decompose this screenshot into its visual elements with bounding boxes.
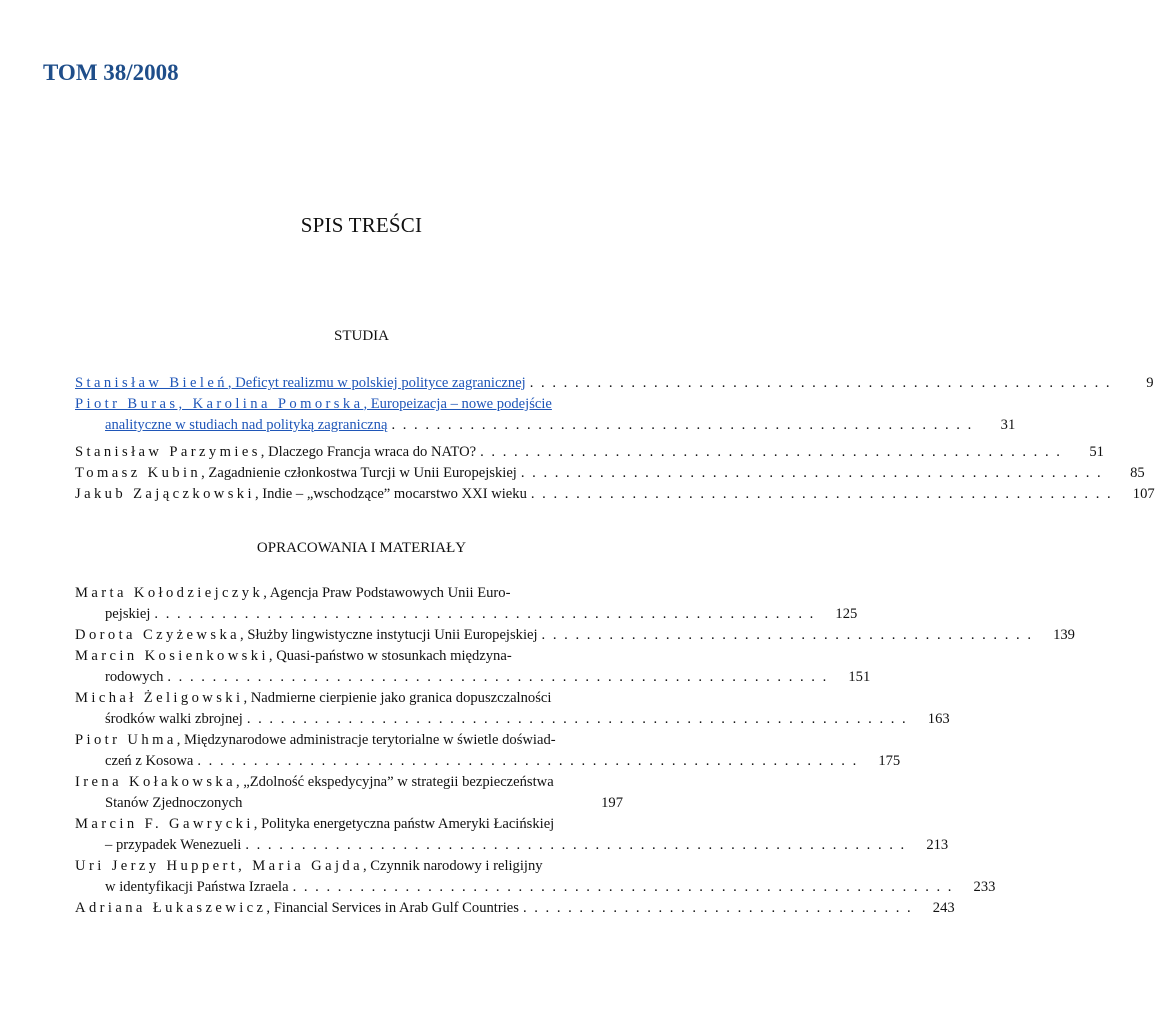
toc-entry bbox=[75, 688, 950, 730]
toc-entry-title-cont: czeń z Kosowa bbox=[105, 753, 194, 769]
toc-entry-title: , Deficyt realizmu w polskiej polityce zagranicznej bbox=[227, 375, 526, 391]
toc-entry-title: , Zagadnienie członkostwa Turcji w Unii Europejskiej bbox=[201, 465, 517, 481]
toc-entry-title-cont: w identyfikacji Państwa Izraela bbox=[105, 879, 289, 895]
toc-entry-author: Piotr Uhma bbox=[75, 732, 177, 748]
toc-entry-title: , Quasi-państwo w stosunkach międzyna- bbox=[268, 648, 512, 664]
toc-entry-title-cont: środków walki zbrojnej bbox=[105, 711, 243, 727]
toc-entry bbox=[75, 442, 1104, 463]
toc-entry-title-cont: Stanów Zjednoczonych bbox=[105, 795, 243, 811]
toc-entry bbox=[75, 814, 949, 856]
leader-dots: . . . . . . . . . . . . . . . . . . . . . . . . . . . . . . . . . . . . . . . . . . . . . . . . . . . . . . . . . . . bbox=[197, 753, 859, 769]
toc-entry-author: Stanisław Bieleń bbox=[75, 375, 228, 391]
toc-entry-title: , Polityka energetyczna państw Ameryki Łacińskiej bbox=[253, 816, 555, 832]
toc-entry-page: 31 bbox=[1000, 417, 1016, 433]
toc-entry bbox=[75, 898, 955, 919]
toc-entry-author: Marta Kołodziejczyk bbox=[75, 585, 264, 601]
leader-dots: . . . . . . . . . . . . . . . . . . . . . . . . . . . . . . . . . . . . . . . . . . . . . . . . . . . . . . . . . . . bbox=[245, 837, 907, 853]
toc-entry-page: 175 bbox=[878, 753, 901, 769]
toc-entry-link[interactable] bbox=[75, 373, 526, 394]
toc-entry-title-cont: rodowych bbox=[105, 669, 164, 685]
toc-entry-title: , „Zdolność ekspedycyjna” w strategii bezpieczeństwa bbox=[235, 774, 554, 790]
leader-space bbox=[246, 793, 581, 814]
toc-entry-page: 213 bbox=[926, 837, 949, 853]
leader-dots: . . . . . . . . . . . . . . . . . . . . . . . . . . . . . . . . . . . . . . . . . . . . . . . . . . . . . . . . . . . bbox=[154, 606, 816, 622]
toc-entry-author: Marcin Kosienkowski bbox=[75, 648, 269, 664]
leader-dots: . . . . . . . . . . . . . . . . . . . . . . . . . . . . . . . . . . . bbox=[522, 900, 913, 916]
toc-entry-author: Adriana Łukaszewicz bbox=[75, 900, 267, 916]
toc-entry bbox=[75, 646, 871, 688]
toc-entry-title: , Dlaczego Francja wraca do NATO? bbox=[260, 444, 477, 460]
toc-entry-author: Stanisław Parzymies bbox=[75, 444, 261, 460]
toc-entry-author: Michał Żeligowski bbox=[75, 690, 244, 706]
toc-entry bbox=[75, 625, 1075, 646]
toc-entry-title: , Międzynarodowe administracje terytorialne w świetle doświad- bbox=[176, 732, 556, 748]
toc-entry-author: Jakub Zajączkowski bbox=[75, 486, 255, 502]
toc-entry-page: 163 bbox=[927, 711, 950, 727]
toc-entry-author: Piotr Buras, Karolina Pomorska bbox=[75, 396, 364, 412]
toc-entry-page: 107 bbox=[1132, 486, 1155, 502]
toc-entry-page: 233 bbox=[973, 879, 996, 895]
leader-dots: . . . . . . . . . . . . . . . . . . . . . . . . . . . . . . . . . . . . . . . . . . . . . . . . . . . . bbox=[520, 465, 1103, 481]
toc-entry bbox=[75, 730, 901, 772]
toc-entry-page: 9 bbox=[1146, 375, 1154, 391]
leader-dots: . . . . . . . . . . . . . . . . . . . . . . . . . . . . . . . . . . . . . . . . . . . . . . . . . . . . . . . . . . . bbox=[167, 669, 829, 685]
toc-entry-author: Tomasz Kubin bbox=[75, 465, 202, 481]
toc-entry-title-cont: pejskiej bbox=[105, 606, 151, 622]
toc-entry-title: , Agencja Praw Podstawowych Unii Euro- bbox=[263, 585, 511, 601]
leader-dots: . . . . . . . . . . . . . . . . . . . . . . . . . . . . . . . . . . . . . . . . . . . . . . . . . . . . bbox=[529, 375, 1112, 391]
toc-entry-title: , Nadmierne cierpienie jako granica dopuszczalności bbox=[243, 690, 552, 706]
toc-entry-author: Irena Kołakowska bbox=[75, 774, 236, 790]
toc-entry bbox=[75, 463, 1145, 484]
section-heading-studia: STUDIA bbox=[334, 328, 389, 344]
toc-entry bbox=[75, 583, 858, 625]
toc-entry-title: , Służby lingwistyczne instytucji Unii Europejskiej bbox=[240, 627, 538, 643]
leader-dots: . . . . . . . . . . . . . . . . . . . . . . . . . . . . . . . . . . . . . . . . . . . . . . . . . . . . . . . . . . . bbox=[246, 711, 908, 727]
toc-entry-page: 197 bbox=[601, 795, 623, 811]
toc-studia bbox=[75, 373, 1155, 505]
toc-entry-page: 51 bbox=[1089, 444, 1104, 460]
toc-entry bbox=[75, 484, 1155, 505]
toc-entry-title: , Europeizacja – nowe podejście bbox=[363, 396, 552, 412]
toc-entry[interactable] bbox=[75, 373, 1154, 394]
toc-entry-title-cont[interactable]: analityczne w studiach nad polityką zagraniczną bbox=[105, 417, 388, 433]
toc-entry bbox=[75, 856, 996, 898]
page-title: SPIS TREŚCI bbox=[300, 213, 423, 237]
toc-entry-title: , Financial Services in Arab Gulf Countries bbox=[266, 900, 519, 916]
toc-entry-page: 243 bbox=[932, 900, 955, 916]
toc-entry[interactable] bbox=[75, 394, 1016, 436]
toc-entry-link[interactable] bbox=[75, 394, 552, 415]
toc-entry-author: Dorota Czyżewska bbox=[75, 627, 241, 643]
leader-dots: . . . . . . . . . . . . . . . . . . . . . . . . . . . . . . . . . . . . . . . . . . . . . . . . . . . . . . . . . . . bbox=[292, 879, 954, 895]
leader-dots: . . . . . . . . . . . . . . . . . . . . . . . . . . . . . . . . . . . . . . . . . . . . . . . . . . . . bbox=[530, 486, 1113, 502]
leader-dots: . . . . . . . . . . . . . . . . . . . . . . . . . . . . . . . . . . . . . . . . . . . . . . . . . . . . bbox=[391, 417, 974, 433]
leader-dots: . . . . . . . . . . . . . . . . . . . . . . . . . . . . . . . . . . . . . . . . . . . . . . . . . . . . bbox=[480, 444, 1062, 460]
toc-opracowania bbox=[75, 583, 1075, 919]
toc-entry-page: 139 bbox=[1053, 627, 1075, 643]
section-heading-opracowania: OPRACOWANIA I MATERIAŁY bbox=[256, 540, 467, 556]
toc-entry-author: Marcin F. Gawrycki bbox=[75, 816, 254, 832]
toc-entry-page: 85 bbox=[1130, 465, 1145, 481]
volume-label: TOM 38/2008 bbox=[43, 60, 179, 85]
toc-entry-title-cont: – przypadek Wenezueli bbox=[105, 837, 242, 853]
toc-entry-page: 125 bbox=[835, 606, 858, 622]
toc-entry-title: , Czynnik narodowy i religijny bbox=[363, 858, 543, 874]
toc-entry bbox=[75, 772, 623, 814]
toc-entry-page: 151 bbox=[848, 669, 871, 685]
leader-dots: . . . . . . . . . . . . . . . . . . . . . . . . . . . . . . . . . . . . . . . . . . . . bbox=[541, 627, 1033, 643]
toc-entry-title: , Indie – „wschodzące” mocarstwo XXI wieku bbox=[254, 486, 527, 502]
toc-entry-author: Uri Jerzy Huppert, Maria Gajda bbox=[75, 858, 363, 874]
